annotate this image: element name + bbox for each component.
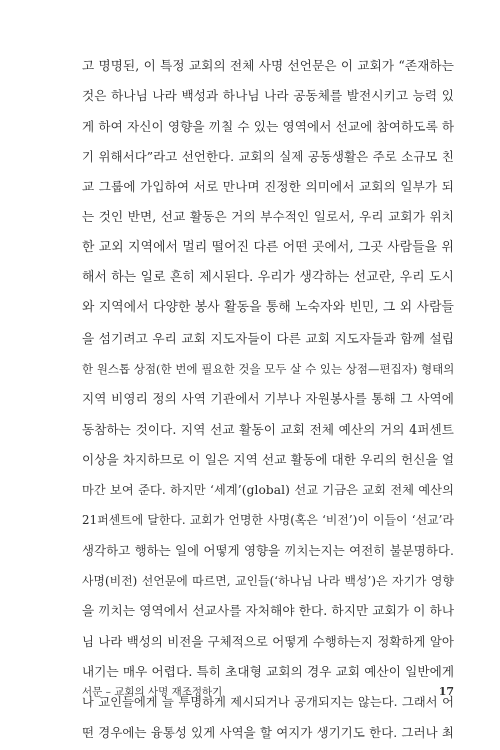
text-line: 고 명명된, 이 특정 교회의 전체 사명 선언문은 이 교회가 “존재하는 [82,58,454,73]
page-number: 17 [438,685,454,698]
text-line: 이상을 차지하므로 이 일은 지역 선교 활동에 대한 우리의 헌신을 얼 [82,451,454,467]
text-line: 와 지역에서 다양한 봉사 활동을 통해 노숙자와 빈민, 그 외 사람들 [82,300,454,316]
text-line: 마간 보여 준다. 하지만 ‘세계’(global) 선교 기금은 교회 전체 예산의 [82,483,454,498]
text-line: 동참하는 것이다. 지역 선교 활동이 교회 전체 예산의 거의 4퍼센트 [82,421,454,437]
text-line: 을 끼치는 영역에서 선교사를 자처해야 한다. 하지만 교회가 이 하나 [82,603,454,619]
text-line: 나 교인들에게 늘 투명하게 제시되거나 공개되지는 않는다. 그래서 어 [82,695,454,710]
text-line: 21퍼센트에 달한다. 교회가 언명한 사명(혹은 ‘비전’)이 이들이 ‘선교’라 [82,513,454,528]
text-line: 는 것인 반면, 선교 활동은 거의 부수적인 일로서, 우리 교회가 위치 [82,209,454,225]
text-line: 사명(비전) 선언문에 따르면, 교인들(‘하나님 나라 백성’)은 자기가 영향 [82,574,454,589]
text-line: 기 위해서다”라고 선언한다. 교회의 실제 공동생활은 주로 소규모 친 [82,148,454,164]
page-footer [82,684,454,700]
text-line: 한 교외 지역에서 멀리 떨어진 다른 어떤 곳에서, 그곳 사람들을 위 [82,239,454,255]
text-line: 을 섬기려고 우리 교회 지도자들이 다른 교회 지도자들과 함께 설립 [82,330,454,346]
running-title: 서문 – 교회의 사명 재조정하기 [82,686,223,698]
text-line: 님 나라 백성의 비전을 구체적으로 어떻게 수행하는지 정확하게 알아 [82,633,454,649]
body-text [82,51,454,748]
text-line: 지역 비영리 정의 사역 기관에서 기부나 자원봉사를 통해 그 사역에 [82,391,454,407]
text-line: 한 원스톱 상점(한 번에 필요한 것을 모두 살 수 있는 상점—편집자) 형태의 [82,361,454,376]
text-line: 교 그룹에 가입하여 서로 만나며 진정한 의미에서 교회의 일부가 되 [82,179,454,195]
text-line: 생각하고 행하는 일에 어떻게 영향을 끼치는지는 여전히 불분명하다. [82,542,454,558]
text-line: 것은 하나님 나라 백성과 하나님 나라 공동체를 발전시키고 능력 있 [82,88,454,104]
text-line: 떤 경우에는 융통성 있게 사역을 할 여지가 생기기도 한다. 그러나 최 [82,724,454,740]
text-line: 게 하여 자신이 영향을 끼칠 수 있는 영역에서 선교에 참여하도록 하 [82,118,454,134]
text-line: 해서 하는 일로 흔히 제시된다. 우리가 생각하는 선교란, 우리 도시 [82,270,454,286]
text-line: 내기는 매우 어렵다. 특히 초대형 교회의 경우 교회 예산이 일반에게 [82,663,454,679]
